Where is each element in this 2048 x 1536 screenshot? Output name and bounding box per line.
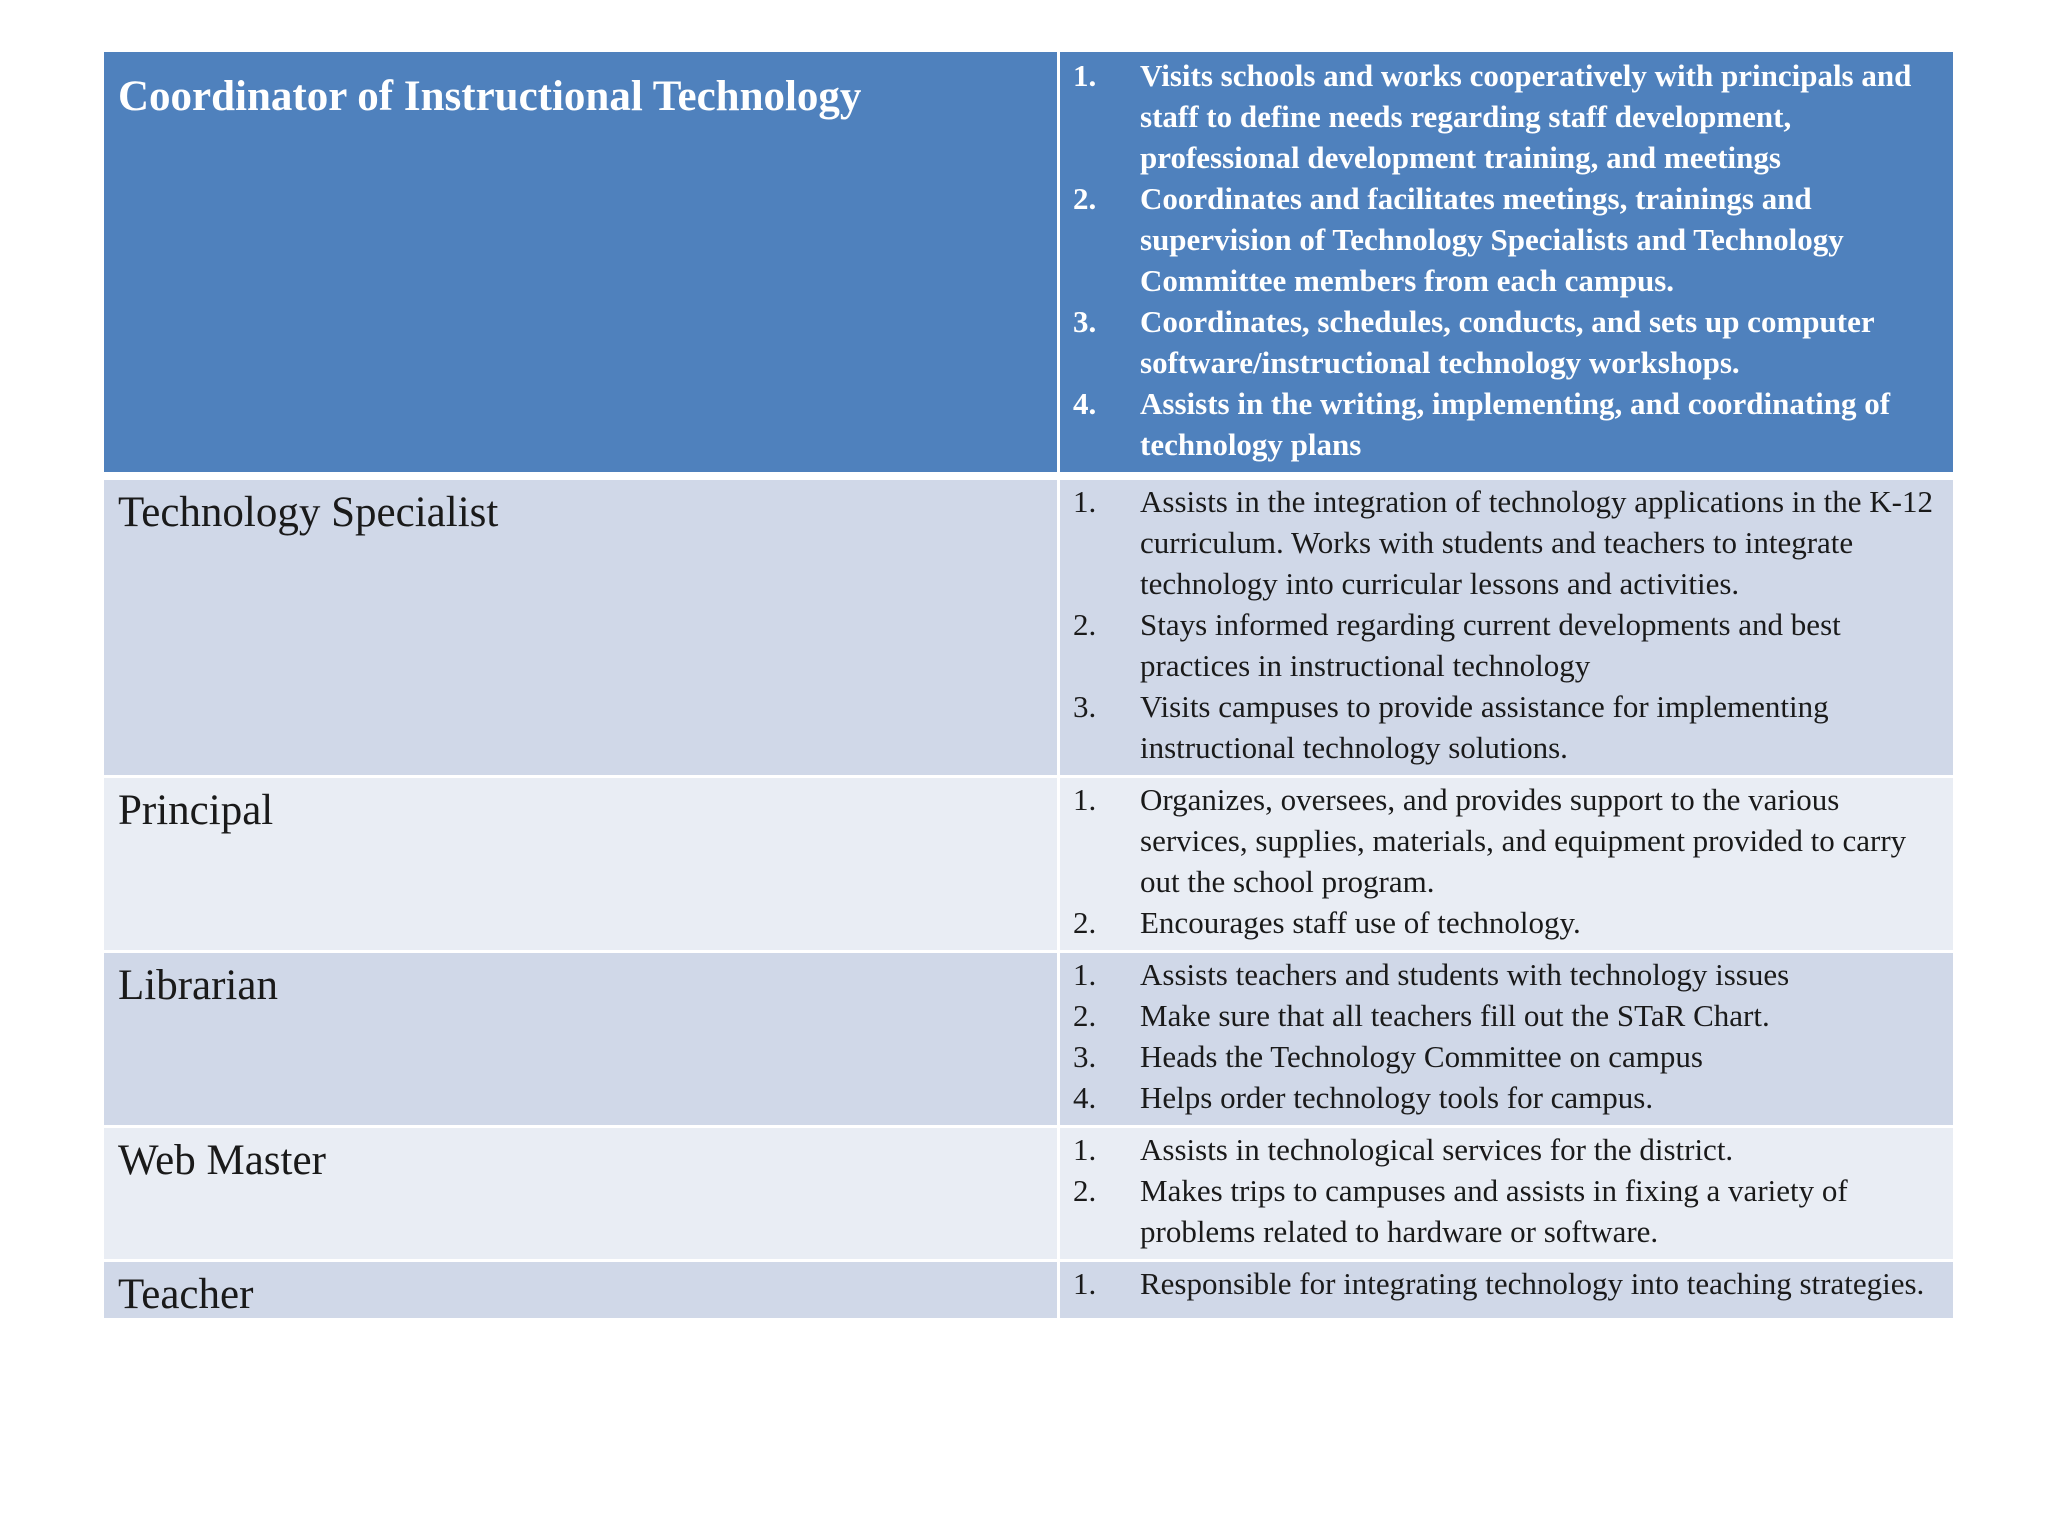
list-item xyxy=(1061,1077,1952,1118)
item-number: 4. xyxy=(1073,386,1097,421)
item-number: 1. xyxy=(1073,484,1097,519)
list-item xyxy=(1061,954,1952,995)
table-row-web-master xyxy=(104,1127,1955,1261)
item-text: Visits campuses to provide assistance for implementing instructional technology solutions. xyxy=(1140,689,1829,765)
item-number: 4. xyxy=(1073,1080,1097,1115)
list-item xyxy=(1061,779,1952,902)
item-number: 2. xyxy=(1073,1173,1097,1208)
item-number: 1. xyxy=(1073,1266,1097,1301)
role-title: Web Master xyxy=(118,1137,326,1184)
item-text: Coordinates, schedules, conducts, and sets up computer software/instructional technology workshops. xyxy=(1140,304,1875,380)
responsibilities-cell xyxy=(1059,1261,1955,1320)
item-number: 3. xyxy=(1073,1039,1097,1074)
item-number: 2. xyxy=(1073,998,1097,1033)
responsibilities-cell xyxy=(1059,777,1955,952)
item-text: Coordinates and facilitates meetings, trainings and supervision of Technology Specialists and Technology Committee members from each campus. xyxy=(1140,181,1844,298)
role-cell xyxy=(104,52,1059,476)
item-number: 2. xyxy=(1073,181,1097,216)
list-item xyxy=(1061,383,1952,465)
list-item xyxy=(1061,1170,1952,1252)
item-text: Makes trips to campuses and assists in fixing a variety of problems related to hardware or software. xyxy=(1140,1173,1848,1249)
role-title: Coordinator of Instructional Technology xyxy=(118,73,862,120)
item-number: 3. xyxy=(1073,304,1097,339)
item-number: 2. xyxy=(1073,905,1097,940)
responsibilities-list xyxy=(1061,954,1952,1124)
role-cell xyxy=(104,1261,1059,1320)
role-cell xyxy=(104,952,1059,1127)
list-item xyxy=(1061,55,1952,178)
list-item xyxy=(1061,178,1952,301)
item-text: Assists in the writing, implementing, and coordinating of technology plans xyxy=(1140,386,1891,462)
table-row-principal xyxy=(104,777,1955,952)
item-text: Organizes, oversees, and provides support to the various services, supplies, materials, and equipment provided to carry out the school program. xyxy=(1140,782,1907,899)
role-cell xyxy=(104,476,1059,777)
responsibilities-list xyxy=(1061,1129,1952,1258)
item-text: Helps order technology tools for campus. xyxy=(1140,1080,1654,1115)
responsibilities-list xyxy=(1061,779,1952,949)
item-text: Encourages staff use of technology. xyxy=(1140,905,1581,940)
roles-responsibilities-table xyxy=(104,52,1956,1321)
list-item xyxy=(1061,995,1952,1036)
item-text: Assists in the integration of technology applications in the K-12 curriculum. Works with students and teachers to integrate technology into curricular lessons and activities. xyxy=(1140,484,1933,601)
table-row-teacher xyxy=(104,1261,1955,1320)
item-text: Make sure that all teachers fill out the STaR Chart. xyxy=(1140,998,1770,1033)
table-row-technology-specialist xyxy=(104,476,1955,777)
list-item xyxy=(1061,481,1952,604)
item-text: Assists teachers and students with technology issues xyxy=(1140,957,1790,992)
responsibilities-list xyxy=(1061,53,1952,471)
list-item xyxy=(1061,1263,1952,1304)
item-number: 3. xyxy=(1073,689,1097,724)
list-item xyxy=(1061,902,1952,943)
role-title: Teacher xyxy=(118,1271,254,1318)
responsibilities-list xyxy=(1061,481,1952,774)
role-title: Principal xyxy=(118,787,274,834)
list-item xyxy=(1061,1129,1952,1170)
item-text: Stays informed regarding current developments and best practices in instructional technology xyxy=(1140,607,1841,683)
item-number: 1. xyxy=(1073,1132,1097,1167)
role-title: Librarian xyxy=(118,962,278,1009)
role-cell xyxy=(104,1127,1059,1261)
item-number: 1. xyxy=(1073,58,1097,93)
table-row-coordinator xyxy=(104,52,1955,476)
role-cell xyxy=(104,777,1059,952)
responsibilities-list xyxy=(1061,1263,1952,1310)
list-item xyxy=(1061,1036,1952,1077)
item-text: Heads the Technology Committee on campus xyxy=(1140,1039,1703,1074)
item-text: Visits schools and works cooperatively with principals and staff to define needs regarding staff development, professional development training, and meetings xyxy=(1140,58,1912,175)
responsibilities-cell xyxy=(1059,952,1955,1127)
responsibilities-cell xyxy=(1059,1127,1955,1261)
responsibilities-cell xyxy=(1059,476,1955,777)
item-number: 1. xyxy=(1073,957,1097,992)
list-item xyxy=(1061,686,1952,768)
role-title: Technology Specialist xyxy=(118,489,499,536)
item-text: Responsible for integrating technology into teaching strategies. xyxy=(1140,1266,1925,1301)
list-item xyxy=(1061,604,1952,686)
responsibilities-cell xyxy=(1059,52,1955,476)
table-row-librarian xyxy=(104,952,1955,1127)
item-number: 2. xyxy=(1073,607,1097,642)
item-text: Assists in technological services for the district. xyxy=(1140,1132,1734,1167)
item-number: 1. xyxy=(1073,782,1097,817)
list-item xyxy=(1061,301,1952,383)
